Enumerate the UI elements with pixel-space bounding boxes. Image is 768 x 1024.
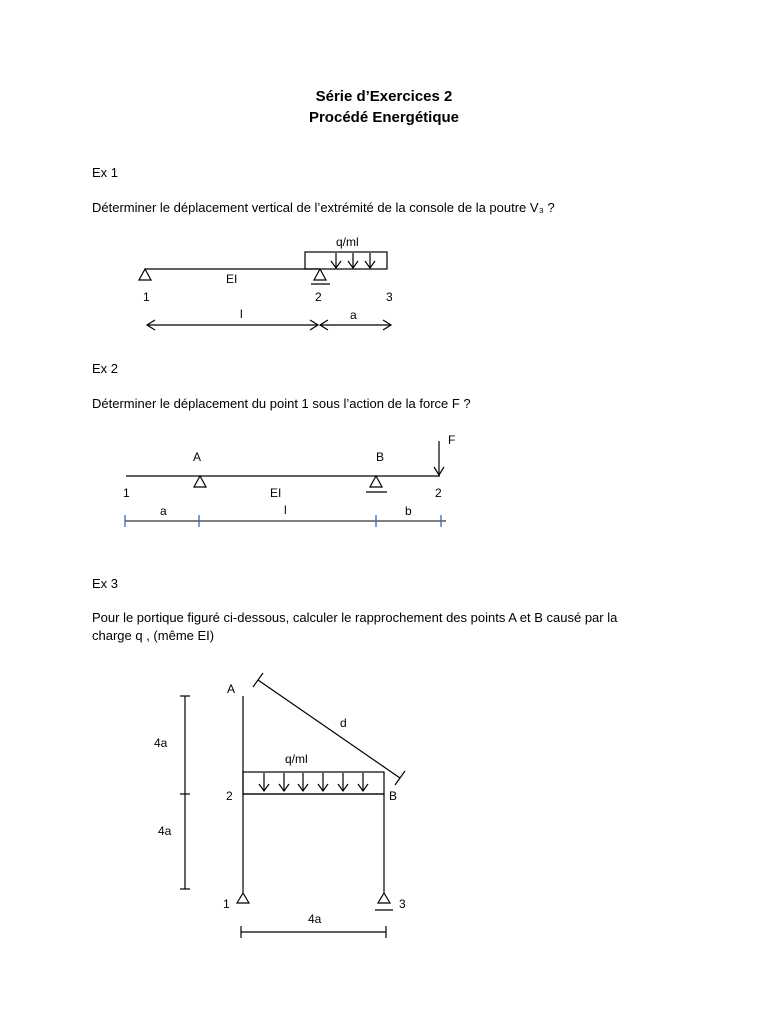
ex3-point-b-label: B bbox=[389, 789, 398, 803]
ex3-node-1: 1 bbox=[223, 897, 230, 911]
ex1-question: Déterminer le déplacement vertical de l’extrémité de la console de la poutre V₃ ? bbox=[92, 200, 555, 215]
page-subtitle: Procédé Energétique bbox=[308, 109, 460, 126]
ex2-ei-label: EI bbox=[270, 486, 282, 500]
ex3-dim-upper-label: 4a bbox=[154, 736, 168, 750]
ex1-ei-label: EI bbox=[226, 272, 238, 286]
ex1-node-1: 1 bbox=[143, 290, 150, 304]
ex3-dim-width-label: 4a bbox=[308, 912, 322, 926]
ex3-question-line1: Pour le portique figuré ci-dessous, calculer le rapprochement des points A et B causé par la bbox=[92, 610, 618, 625]
ex2-node-1: 1 bbox=[123, 486, 130, 500]
ex2-support-b-label: B bbox=[376, 450, 385, 464]
ex2-dim-l-label: l bbox=[284, 503, 287, 517]
ex2-question: Déterminer le déplacement du point 1 sous l’action de la force F ? bbox=[92, 396, 471, 411]
ex2-dim-a-label: a bbox=[160, 504, 167, 518]
ex3-load-arrows bbox=[259, 773, 368, 791]
ex3-diagonal-label: d bbox=[340, 716, 347, 730]
ex3-support-1 bbox=[237, 893, 249, 903]
ex3-node-3: 3 bbox=[399, 897, 406, 911]
ex3-load-label: q/ml bbox=[285, 752, 308, 766]
ex1-node-2: 2 bbox=[315, 290, 322, 304]
ex2-heading: Ex 2 bbox=[92, 361, 119, 376]
ex1-node-3: 3 bbox=[386, 290, 393, 304]
ex3-question-line2: charge q , (même EI) bbox=[92, 628, 215, 643]
ex2-force-label: F bbox=[448, 433, 456, 447]
ex3-heading: Ex 3 bbox=[92, 576, 119, 591]
ex1-load-label: q/ml bbox=[336, 235, 359, 249]
ex2-node-2: 2 bbox=[435, 486, 442, 500]
ex1-dim-a-label: a bbox=[350, 308, 357, 322]
ex2-dim-b-label: b bbox=[405, 504, 412, 518]
ex3-node-2: 2 bbox=[226, 789, 233, 803]
ex2-support-a-label: A bbox=[193, 450, 202, 464]
ex3-dim-lower-label: 4a bbox=[158, 824, 172, 838]
ex3-diagonal-d bbox=[258, 680, 400, 778]
ex3-point-a-label: A bbox=[227, 682, 236, 696]
ex3-support-3 bbox=[378, 893, 390, 903]
ex1-dim-l-label: l bbox=[240, 307, 243, 321]
ex1-heading: Ex 1 bbox=[92, 165, 119, 180]
page-title: Série d’Exercices 2 bbox=[315, 88, 453, 105]
